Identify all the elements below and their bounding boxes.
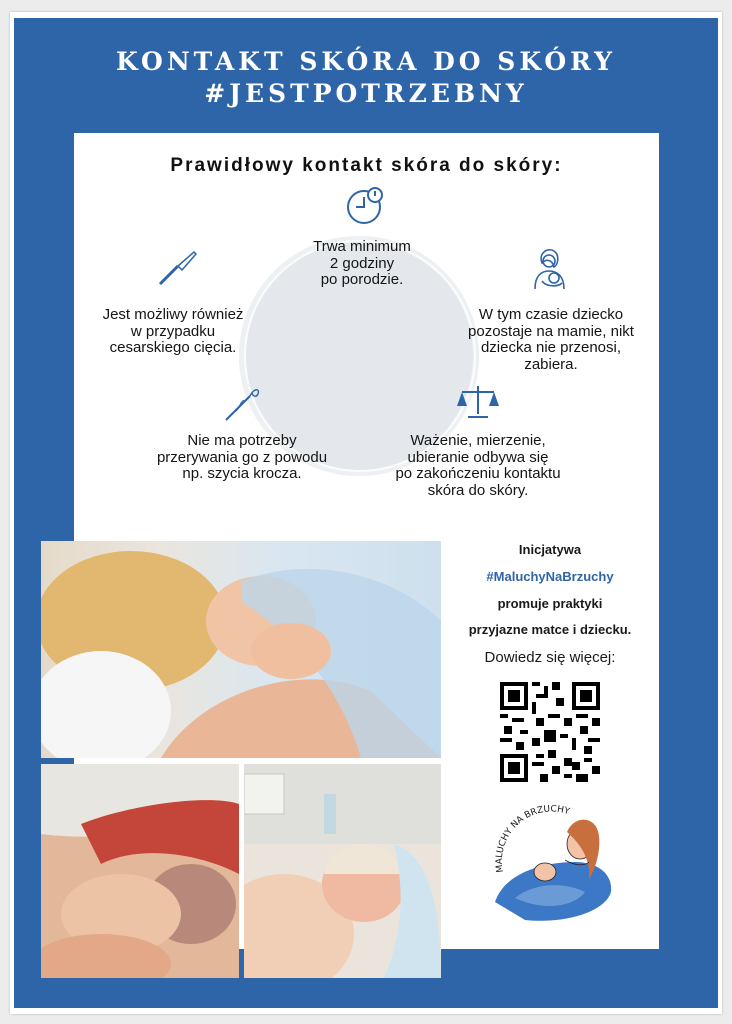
item-no-interruption-line: np. szycia krocza. — [182, 465, 302, 482]
item-stays-line: pozostaje na mamie, nikt — [468, 322, 634, 340]
item-weighing — [380, 433, 576, 499]
item-duration — [292, 239, 432, 289]
item-duration-line: po porodzie. — [320, 271, 404, 288]
item-cesarean-line: Jest możliwy również — [102, 306, 244, 323]
item-cesarean-line: cesarskiego cięcia. — [109, 339, 237, 356]
item-no-interruption — [142, 433, 342, 483]
title-line-1: KONTAKT SKÓRA DO SKÓRY — [115, 47, 617, 76]
mother-baby-icon — [530, 245, 570, 291]
scales-icon — [456, 384, 500, 420]
promotes-text: promuje praktyki — [497, 596, 603, 611]
item-weighing-line: ubieranie odbywa się — [407, 448, 549, 466]
photo-mother-newborn-top — [41, 541, 441, 758]
maluchy-na-brzuchy-logo — [485, 802, 615, 932]
item-cesarean — [88, 307, 258, 357]
initiative-label: Inicjatywa — [518, 542, 582, 557]
item-no-interruption-line: Nie ma potrzeby — [187, 432, 297, 449]
section-heading: Prawidłowy kontakt skóra do skóry: — [170, 155, 563, 176]
scalpel-icon — [156, 248, 200, 288]
item-duration-line: 2 godziny — [329, 254, 395, 272]
item-weighing-line: skóra do skóry. — [427, 481, 529, 499]
title-line-2: #JESTPOTRZEBNY — [204, 79, 528, 108]
photo-newborn-with-cap — [244, 764, 441, 978]
suture-needle-icon — [222, 384, 262, 424]
item-weighing-line: Ważenie, mierzenie, — [410, 432, 546, 449]
item-stays-line: zabiera. — [524, 355, 578, 373]
friendly-text: przyjazne matce i dziecku. — [468, 622, 632, 637]
item-stays-line: dziecka nie przenosi, — [480, 339, 622, 356]
item-no-interruption-line: przerywania go z powodu — [156, 448, 328, 466]
item-stays-line: W tym czasie dziecko — [478, 306, 624, 323]
clock-icon — [345, 186, 387, 226]
hashtag-link[interactable]: #MaluchyNaBrzuchy — [486, 569, 614, 584]
item-cesarean-line: w przypadku — [130, 322, 216, 340]
learn-more-text: Dowiedz się więcej: — [484, 649, 616, 666]
qr-code-icon[interactable] — [500, 682, 600, 782]
photo-newborn-under-towel — [41, 764, 239, 978]
item-duration-line: Trwa minimum — [313, 238, 411, 255]
item-weighing-line: po zakończeniu kontaktu — [395, 465, 561, 482]
item-stays-with-mother — [453, 307, 649, 373]
svg-text:MALUCHY NA BRZUCHY: MALUCHY NA BRZUCHY — [494, 804, 571, 874]
